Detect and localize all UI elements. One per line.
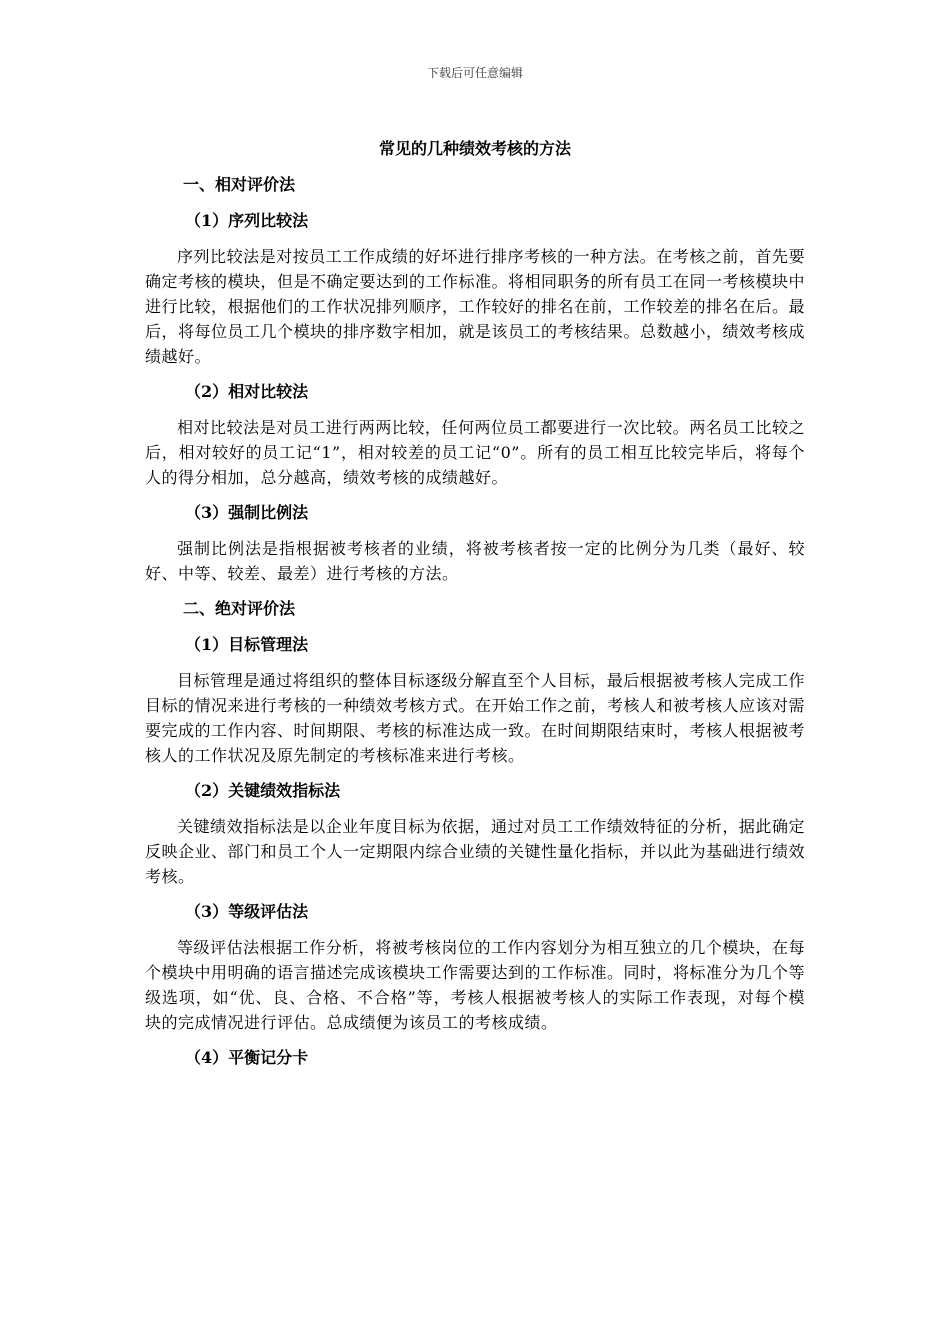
subsection-heading-kpi: （2）关键绩效指标法 bbox=[185, 781, 341, 800]
subsection-heading-paired-comparison: （2）相对比较法 bbox=[185, 382, 309, 401]
paragraph-paired-comparison: 相对比较法是对员工进行两两比较，任何两位员工都要进行一次比较。两名员工比较之后，相对较好的员工记“1”，相对较差的员工记“0”。所有的员工相互比较完毕后，将每个人的得分相加，总分越高，绩效考核的成绩越好。 bbox=[145, 418, 805, 487]
page-header: 下载后可任意编辑 bbox=[426, 66, 523, 80]
subsection-heading-ranking-method: （1）序列比较法 bbox=[185, 211, 309, 230]
paragraph-mbo: 目标管理是通过将组织的整体目标逐级分解直至个人目标，最后根据被考核人完成工作目标的情况来进行考核的一种绩效考核方式。在开始工作之前，考核人和被考核人应该对需要完成的工作内容、时间期限、考核的标准达成一致。在时间期限结束时，考核人根据被考核人的工作状况及原先制定的考核标准来进行考核。 bbox=[145, 671, 806, 765]
subsection-heading-mbo: （1）目标管理法 bbox=[185, 635, 309, 654]
document-title: 常见的几种绩效考核的方法 bbox=[378, 139, 571, 158]
subsection-heading-grading-method: （3）等级评估法 bbox=[185, 902, 309, 921]
paragraph-kpi: 关键绩效指标法是以企业年度目标为依据，通过对员工工作绩效特征的分析，据此确定反映企业、部门和员工个人一定期限内综合业绩的关键性量化指标，并以此为基础进行绩效考核。 bbox=[145, 817, 806, 886]
section-heading-relative-evaluation: 一、相对评价法 bbox=[183, 175, 296, 194]
paragraph-ranking-method: 序列比较法是对按员工工作成绩的好坏进行排序考核的一种方法。在考核之前，首先要确定考核的模块，但是不确定要达到的工作标准。将相同职务的所有员工在同一考核模块中进行比较，根据他们的工作状况排列顺序，工作较好的排名在前，工作较差的排名在后。最后，将每位员工几个模块的排序数字相加，就是该员工的考核结果。总数越小，绩效考核成绩越好。 bbox=[145, 247, 806, 366]
section-heading-absolute-evaluation: 二、绝对评价法 bbox=[183, 599, 296, 618]
paragraph-forced-distribution: 强制比例法是指根据被考核者的业绩，将被考核者按一定的比例分为几类（最好、较好、中等、较差、最差）进行考核的方法。 bbox=[145, 539, 805, 583]
document-body bbox=[145, 138, 805, 1081]
subsection-heading-forced-distribution: （3）强制比例法 bbox=[185, 503, 309, 522]
paragraph-grading-method: 等级评估法根据工作分析，将被考核岗位的工作内容划分为相互独立的几个模块，在每个模块中用明确的语言描述完成该模块工作需要达到的工作标准。同时，将标准分为几个等级选项，如“优、良、合格、不合格”等，考核人根据被考核人的实际工作表现，对每个模块的完成情况进行评估。总成绩便为该员工的考核成绩。 bbox=[145, 938, 806, 1032]
subsection-heading-balanced-scorecard: （4）平衡记分卡 bbox=[185, 1048, 309, 1067]
